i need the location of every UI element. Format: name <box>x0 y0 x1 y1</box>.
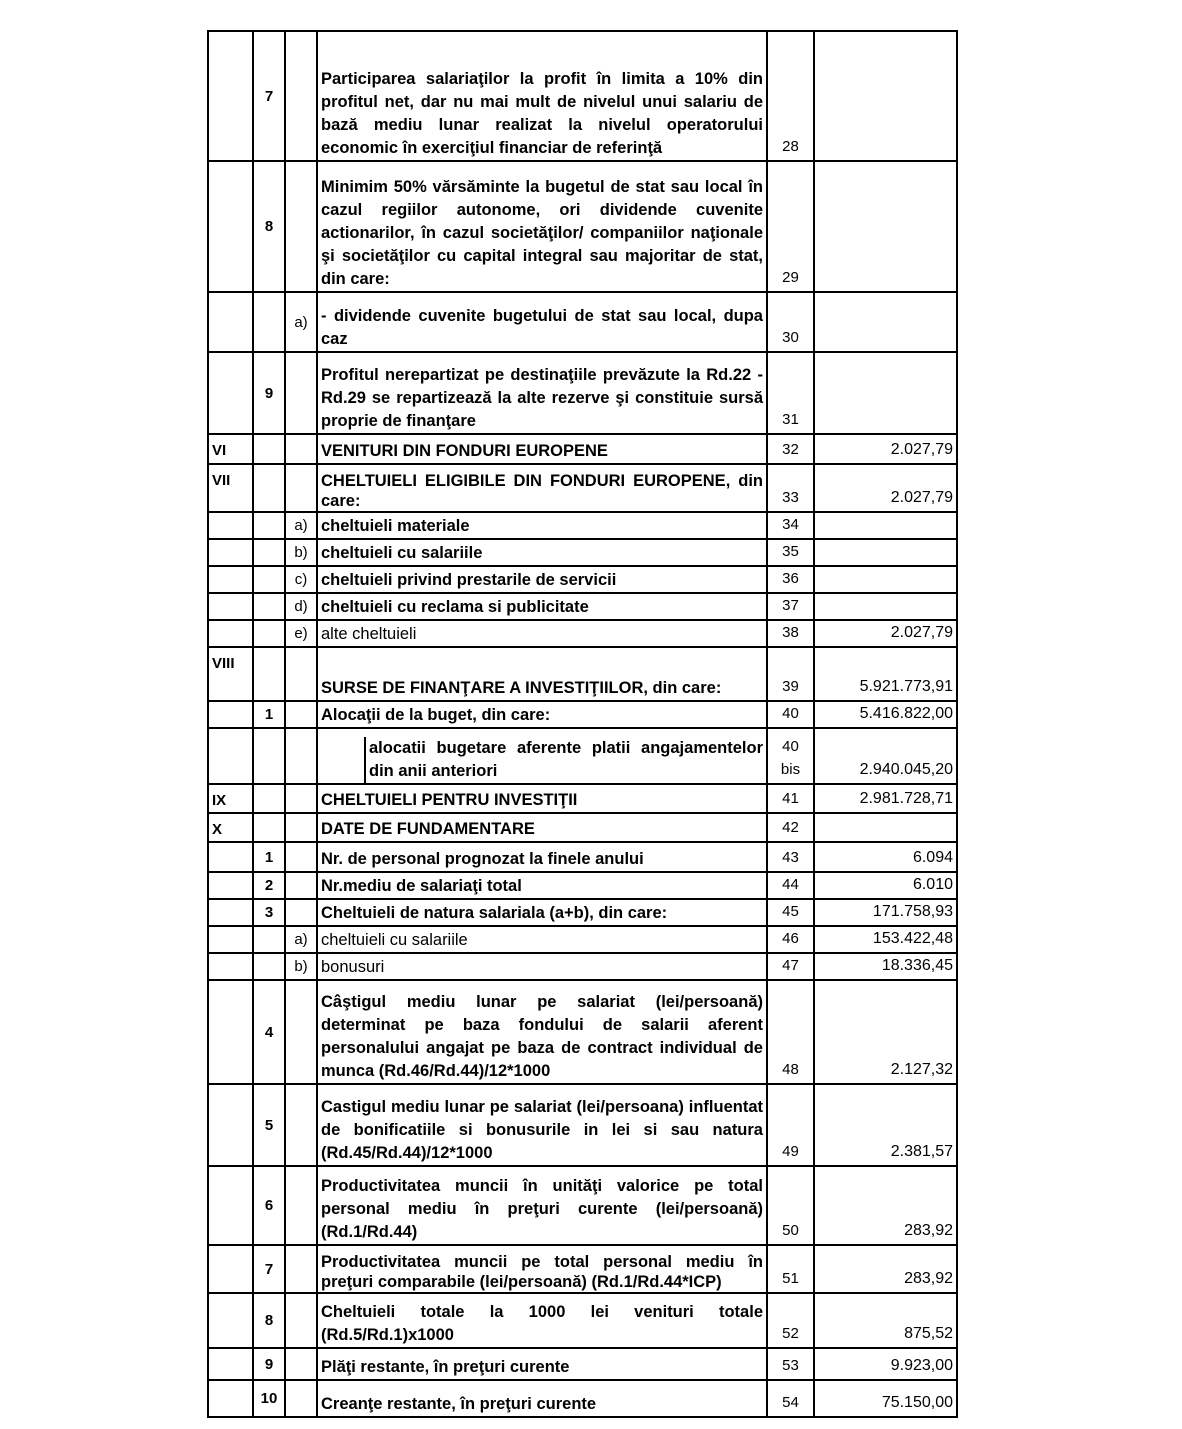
row-description: Alocaţii de la buget, din care: <box>317 701 767 728</box>
table-row <box>208 434 957 464</box>
row-section-roman <box>208 1293 253 1348</box>
row-letter: a) <box>285 512 317 539</box>
row-section-roman <box>208 872 253 899</box>
budget-table <box>207 30 958 1418</box>
row-section-roman <box>208 31 253 161</box>
row-letter <box>285 701 317 728</box>
row-number <box>253 728 285 784</box>
row-rd-number: 37 <box>767 593 814 620</box>
row-description: SURSE DE FINANŢARE A INVESTIŢIILOR, din care: <box>317 647 767 701</box>
table-row <box>208 842 957 872</box>
row-section-roman: VIII <box>208 647 253 701</box>
row-number: 9 <box>253 352 285 434</box>
row-description: cheltuieli materiale <box>317 512 767 539</box>
row-value: 2.027,79 <box>814 620 957 647</box>
row-value: 2.981.728,71 <box>814 784 957 813</box>
row-section-roman <box>208 539 253 566</box>
table-row <box>208 953 957 980</box>
row-description: VENITURI DIN FONDURI EUROPENE <box>317 434 767 464</box>
table-row <box>208 1380 957 1417</box>
row-description: cheltuieli cu reclama si publicitate <box>317 593 767 620</box>
row-description: - dividende cuvenite bugetului de stat sau local, dupa caz <box>317 292 767 352</box>
row-number: 6 <box>253 1166 285 1245</box>
row-value: 75.150,00 <box>814 1380 957 1417</box>
row-description: Nr.mediu de salariaţi total <box>317 872 767 899</box>
row-rd-number: 31 <box>767 352 814 434</box>
row-rd-number: 50 <box>767 1166 814 1245</box>
row-section-roman <box>208 842 253 872</box>
row-number <box>253 647 285 701</box>
row-letter <box>285 980 317 1084</box>
row-value: 2.127,32 <box>814 980 957 1084</box>
row-description: alocatii bugetare aferente platii angajamentelor din anii anteriori <box>369 739 763 780</box>
row-description: bonusuri <box>317 953 767 980</box>
row-letter <box>285 1084 317 1166</box>
row-letter <box>285 31 317 161</box>
table-row <box>208 701 957 728</box>
row-value: 5.416.822,00 <box>814 701 957 728</box>
row-letter <box>285 1380 317 1417</box>
table-row <box>208 813 957 842</box>
row-number: 1 <box>253 701 285 728</box>
row-description: Profitul nerepartizat pe destinaţiile prevăzute la Rd.22 - Rd.29 se repartizează la alte rezerve şi constituie sursă proprie de finanţare <box>317 352 767 434</box>
row-value: 2.027,79 <box>814 464 957 512</box>
table-row <box>208 539 957 566</box>
row-letter <box>285 1348 317 1380</box>
table-row <box>208 352 957 434</box>
row-letter <box>285 1293 317 1348</box>
row-rd-number: 53 <box>767 1348 814 1380</box>
row-description: Cheltuieli totale la 1000 lei venituri totale (Rd.5/Rd.1)x1000 <box>317 1293 767 1348</box>
row-section-roman <box>208 1348 253 1380</box>
table-row <box>208 784 957 813</box>
table-row <box>208 1084 957 1166</box>
row-value: 6.094 <box>814 842 957 872</box>
table-row <box>208 647 957 701</box>
row-value: 875,52 <box>814 1293 957 1348</box>
row-number: 2 <box>253 872 285 899</box>
row-section-roman <box>208 161 253 292</box>
row-description: Castigul mediu lunar pe salariat (lei/persoana) influentat de bonificatiile si bonusurile in lei si sau natura (Rd.45/Rd.44)/12*1000 <box>317 1084 767 1166</box>
row-value: 153.422,48 <box>814 926 957 953</box>
table-row <box>208 1166 957 1245</box>
row-letter <box>285 434 317 464</box>
row-number <box>253 434 285 464</box>
row-description: Productivitatea muncii în unităţi valorice pe total personal mediu în preţuri curente (lei/persoană) (Rd.1/Rd.44) <box>317 1166 767 1245</box>
row-value: 18.336,45 <box>814 953 957 980</box>
row-number <box>253 620 285 647</box>
row-section-roman <box>208 1166 253 1245</box>
row-section-roman <box>208 1245 253 1293</box>
row-number: 8 <box>253 1293 285 1348</box>
row-letter: c) <box>285 566 317 593</box>
row-letter <box>285 813 317 842</box>
row-letter <box>285 464 317 512</box>
table-row <box>208 161 957 292</box>
row-value <box>814 566 957 593</box>
row-number: 7 <box>253 31 285 161</box>
row-section-roman: X <box>208 813 253 842</box>
row-description: alte cheltuieli <box>317 620 767 647</box>
row-value <box>814 161 957 292</box>
row-number: 1 <box>253 842 285 872</box>
row-description: Minimim 50% vărsăminte la bugetul de stat sau local în cazul regiilor autonome, ori dividende cuvenite actionarilor, în cazul societăţilor/ companiilor naţionale şi societăţilor cu capital integral sau majoritar de stat, din care: <box>317 161 767 292</box>
row-description: Productivitatea muncii pe total personal mediu în preţuri comparabile (lei/persoană) (Rd.1/Rd.44*ICP) <box>317 1245 767 1293</box>
row-rd-number: 36 <box>767 566 814 593</box>
row-section-roman <box>208 701 253 728</box>
row-number <box>253 813 285 842</box>
row-value <box>814 292 957 352</box>
row-number: 8 <box>253 161 285 292</box>
row-value <box>814 593 957 620</box>
row-number: 9 <box>253 1348 285 1380</box>
row-letter <box>285 842 317 872</box>
row-letter: b) <box>285 953 317 980</box>
row-section-roman <box>208 1084 253 1166</box>
row-section-roman <box>208 292 253 352</box>
row-rd-number: 35 <box>767 539 814 566</box>
table-row <box>208 292 957 352</box>
table-row <box>208 1348 957 1380</box>
row-description: DATE DE FUNDAMENTARE <box>317 813 767 842</box>
row-letter: d) <box>285 593 317 620</box>
row-number <box>253 512 285 539</box>
row-rd-number: 49 <box>767 1084 814 1166</box>
row-number: 10 <box>253 1380 285 1417</box>
row-number: 5 <box>253 1084 285 1166</box>
row-rd-number: 38 <box>767 620 814 647</box>
row-value: 9.923,00 <box>814 1348 957 1380</box>
row-value: 5.921.773,91 <box>814 647 957 701</box>
row-description: cheltuieli privind prestarile de servicii <box>317 566 767 593</box>
row-letter <box>285 1245 317 1293</box>
table-row <box>208 926 957 953</box>
row-rd-number: 32 <box>767 434 814 464</box>
row-letter: a) <box>285 926 317 953</box>
row-number <box>253 784 285 813</box>
row-letter <box>285 1166 317 1245</box>
row-rd-number: 47 <box>767 953 814 980</box>
row-number <box>253 292 285 352</box>
row-section-roman <box>208 352 253 434</box>
row-description: CHELTUIELI PENTRU INVESTIŢII <box>317 784 767 813</box>
row-value <box>814 352 957 434</box>
row-rd-number: 43 <box>767 842 814 872</box>
table-body <box>208 31 957 1417</box>
row-rd-number: 42 <box>767 813 814 842</box>
row-rd-number: 40 <box>767 701 814 728</box>
row-section-roman <box>208 566 253 593</box>
row-rd-number: 52 <box>767 1293 814 1348</box>
row-letter <box>285 647 317 701</box>
row-letter: b) <box>285 539 317 566</box>
row-description: Câştigul mediu lunar pe salariat (lei/persoană) determinat pe baza fondului de salarii aferent personalului angajat pe baza de contract individual de munca (Rd.46/Rd.44)/12*1000 <box>317 980 767 1084</box>
row-rd-number: 39 <box>767 647 814 701</box>
row-rd-number: 51 <box>767 1245 814 1293</box>
row-rd-number: 46 <box>767 926 814 953</box>
table-row <box>208 1293 957 1348</box>
row-rd-number: 48 <box>767 980 814 1084</box>
table-row <box>208 512 957 539</box>
row-section-roman: VII <box>208 464 253 512</box>
row-letter: e) <box>285 620 317 647</box>
table-row <box>208 728 957 784</box>
row-section-roman: VI <box>208 434 253 464</box>
row-number <box>253 464 285 512</box>
row-description-cell <box>317 728 767 784</box>
row-value: 6.010 <box>814 872 957 899</box>
row-section-roman <box>208 512 253 539</box>
table-row <box>208 593 957 620</box>
row-number <box>253 539 285 566</box>
row-rd-number: 40 bis <box>767 728 814 784</box>
row-number <box>253 926 285 953</box>
row-rd-number: 28 <box>767 31 814 161</box>
row-rd-number: 34 <box>767 512 814 539</box>
table-row <box>208 1245 957 1293</box>
row-number: 4 <box>253 980 285 1084</box>
row-section-roman <box>208 620 253 647</box>
row-rd-number: 29 <box>767 161 814 292</box>
row-value: 2.381,57 <box>814 1084 957 1166</box>
row-section-roman <box>208 953 253 980</box>
row-rd-number: 33 <box>767 464 814 512</box>
row-letter <box>285 899 317 926</box>
row-rd-number: 41 <box>767 784 814 813</box>
row-description: cheltuieli cu salariile <box>317 926 767 953</box>
row-description: Creanţe restante, în preţuri curente <box>317 1380 767 1417</box>
row-section-roman <box>208 980 253 1084</box>
table-row <box>208 620 957 647</box>
row-section-roman <box>208 1380 253 1417</box>
row-letter: a) <box>285 292 317 352</box>
row-description: Participarea salariaţilor la profit în limita a 10% din profitul net, dar nu mai mult de nivelul unui salariu de bază mediu lunar realizat la nivelul operatorului economic în exerciţiul financiar de referinţă <box>317 31 767 161</box>
row-description: Cheltuieli de natura salariala (a+b), din care: <box>317 899 767 926</box>
row-rd-number: 30 <box>767 292 814 352</box>
row-section-roman: IX <box>208 784 253 813</box>
table-row <box>208 980 957 1084</box>
row-section-roman <box>208 926 253 953</box>
row-value <box>814 512 957 539</box>
table-row <box>208 899 957 926</box>
row-number <box>253 566 285 593</box>
row-letter <box>285 161 317 292</box>
row-value: 171.758,93 <box>814 899 957 926</box>
table-row <box>208 31 957 161</box>
row-value: 283,92 <box>814 1166 957 1245</box>
row-description: Nr. de personal prognozat la finele anului <box>317 842 767 872</box>
row-section-roman <box>208 593 253 620</box>
row-letter <box>285 872 317 899</box>
row-number: 7 <box>253 1245 285 1293</box>
row-value <box>814 813 957 842</box>
table-row <box>208 566 957 593</box>
row-value <box>814 31 957 161</box>
row-value: 283,92 <box>814 1245 957 1293</box>
row-description: CHELTUIELI ELIGIBILE DIN FONDURI EUROPENE, din care: <box>317 464 767 512</box>
row-rd-number: 44 <box>767 872 814 899</box>
row-letter <box>285 352 317 434</box>
row-number: 3 <box>253 899 285 926</box>
table-row <box>208 872 957 899</box>
row-value: 2.940.045,20 <box>814 728 957 784</box>
row-rd-number: 45 <box>767 899 814 926</box>
row-letter <box>285 784 317 813</box>
row-number <box>253 953 285 980</box>
table-row <box>208 464 957 512</box>
row-number <box>253 593 285 620</box>
row-section-roman <box>208 899 253 926</box>
row-rd-number: 54 <box>767 1380 814 1417</box>
row-value <box>814 539 957 566</box>
row-letter <box>285 728 317 784</box>
row-description: Plăţi restante, în preţuri curente <box>317 1348 767 1380</box>
row-value: 2.027,79 <box>814 434 957 464</box>
row-description: cheltuieli cu salariile <box>317 539 767 566</box>
row-section-roman <box>208 728 253 784</box>
